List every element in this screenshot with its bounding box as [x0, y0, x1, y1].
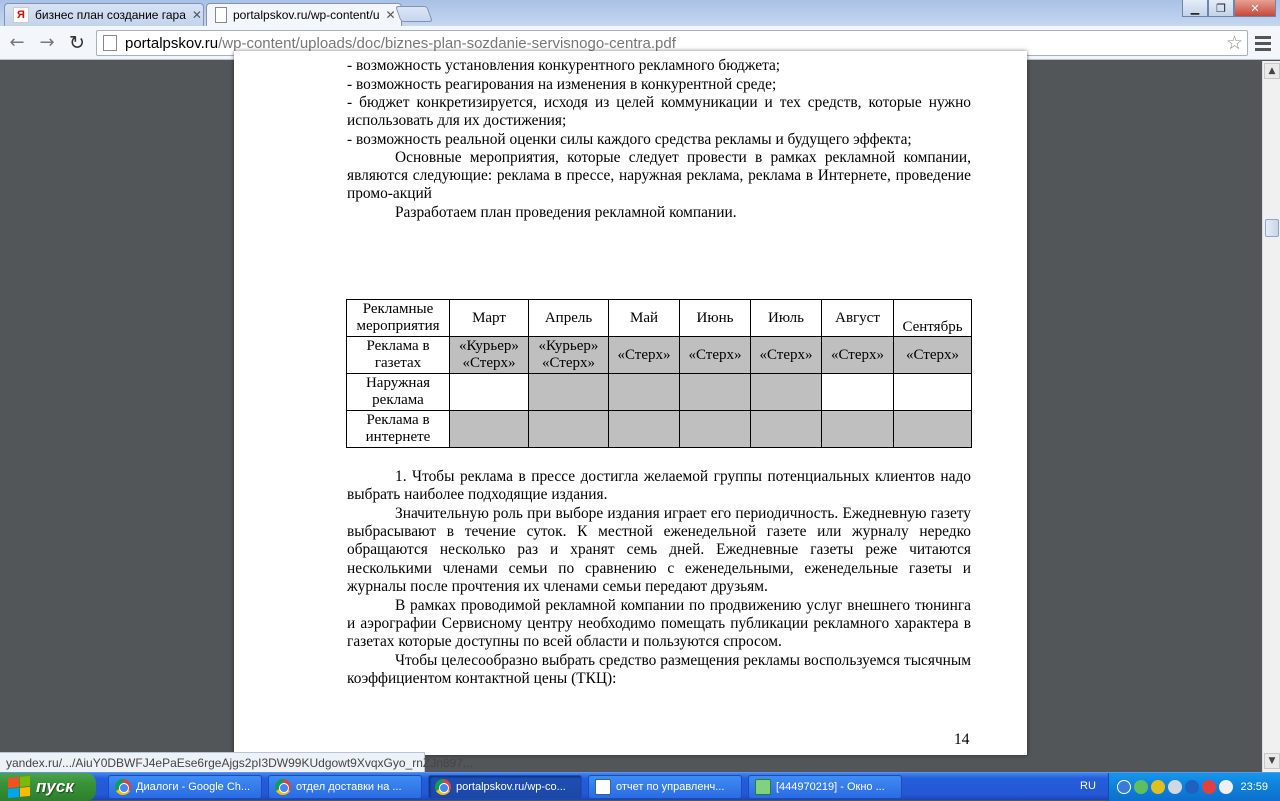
table-cell: «Стерх» — [609, 337, 680, 374]
app-icon[interactable] — [1219, 780, 1233, 794]
taskbar-item-label: отчет по управленч... — [616, 781, 725, 793]
vertical-scrollbar[interactable] — [1262, 61, 1280, 772]
taskbar-item[interactable] — [428, 775, 582, 799]
table-row — [347, 337, 972, 374]
close-tab-icon[interactable]: ✕ — [191, 8, 202, 22]
paragraph: Основные мероприятия, которые следует провести в рамках рекламной компании, являются следующие: реклама в прессе, наружная реклама, реклама в Интернете, проведение промо-акций — [347, 149, 971, 203]
row-label: Реклама в газетах — [347, 337, 450, 374]
back-button[interactable]: ← — [9, 32, 25, 53]
maximize-button[interactable]: ❐ — [1208, 0, 1234, 17]
yandex-icon: Я — [13, 7, 29, 23]
chrome-icon — [115, 779, 131, 795]
bullet-line: - возможность установления конкурентного рекламного бюджета; — [347, 57, 781, 74]
taskbar-item[interactable] — [588, 775, 742, 799]
paragraph: Разработаем план проведения рекламной компании. — [395, 204, 737, 221]
volume-icon[interactable] — [1168, 780, 1182, 794]
table-cell — [822, 411, 894, 448]
table-row — [347, 374, 972, 411]
table-cell — [680, 374, 751, 411]
row-label: Реклама в интернете — [347, 411, 450, 448]
network-icon[interactable] — [1134, 780, 1148, 794]
system-tray — [1108, 773, 1280, 801]
table-cell: «Стерх» — [680, 337, 751, 374]
url-host: portalpskov.ru — [125, 34, 219, 52]
taskbar-item-label: portalpskov.ru/wp-co... — [456, 781, 566, 793]
table-cell — [894, 411, 972, 448]
tab-search[interactable] — [4, 3, 204, 26]
update-icon[interactable] — [1185, 780, 1199, 794]
page-number: 14 — [954, 731, 970, 748]
taskbar-item[interactable] — [748, 775, 902, 799]
word-icon — [595, 779, 611, 795]
table-cell — [529, 374, 609, 411]
taskbar-item[interactable] — [108, 775, 262, 799]
scroll-down-icon[interactable]: ▼ — [1264, 753, 1280, 769]
paragraph: 1. Чтобы реклама в прессе достигла желаемой группы потенциальных клиентов надо выбрать наиболее подходящие издания. — [347, 468, 971, 504]
spreadsheet-icon — [755, 779, 771, 795]
chrome-icon — [435, 779, 451, 795]
table-cell: «Стерх» — [894, 337, 972, 374]
bluetooth-icon[interactable] — [1117, 780, 1131, 794]
table-cell — [450, 374, 529, 411]
table-cell: «Курьер» «Стерх» — [529, 337, 609, 374]
table-cell — [529, 411, 609, 448]
row-label: Наружная реклама — [347, 374, 450, 411]
scroll-up-icon[interactable]: ▲ — [1264, 63, 1280, 79]
paragraph: Чтобы целесообразно выбрать средство размещения рекламы воспользуемся тысячным коэффициентом контактной цены (ТКЦ): — [347, 652, 971, 688]
table-cell — [751, 411, 822, 448]
header-cell: Сентябрь — [894, 300, 972, 337]
reload-button[interactable]: ↻ — [69, 31, 85, 54]
header-cell: Март — [450, 300, 529, 337]
start-button[interactable] — [0, 773, 96, 801]
table-cell: «Курьер» «Стерх» — [450, 337, 529, 374]
clock[interactable]: 23:59 — [1240, 781, 1268, 793]
chrome-icon — [275, 779, 291, 795]
paragraph: В рамках проводимой рекламной компании по продвижению услуг внешнего тюнинга и аэрографии Сервисному центру необходимо помещать публикации рекламного характера в газетах которые доступны по всей области и пользуются спросом. — [347, 597, 971, 651]
table-header-row — [347, 300, 972, 337]
taskbar-item[interactable] — [268, 775, 422, 799]
table-cell — [822, 374, 894, 411]
antivirus-icon[interactable] — [1202, 780, 1216, 794]
table-cell — [894, 374, 972, 411]
url-path: /wp-content/uploads/doc/biznes-plan-sozdanie-servisnogo-centra.pdf — [218, 34, 676, 52]
tab-pdf[interactable] — [206, 3, 402, 26]
header-cell: Рекламные мероприятия — [347, 300, 450, 337]
tab-title: portalpskov.ru/wp-content/u — [233, 8, 380, 22]
table-cell — [609, 411, 680, 448]
table-cell — [680, 411, 751, 448]
security-icon[interactable] — [1151, 780, 1165, 794]
table-cell: «Стерх» — [751, 337, 822, 374]
table-cell: «Стерх» — [822, 337, 894, 374]
bullet-line: - возможность реальной оценки силы каждого средства рекламы и будущего эффекта; — [347, 131, 912, 148]
pdf-page — [234, 51, 1027, 755]
forward-button[interactable]: → — [39, 32, 55, 53]
bullet-line: - возможность реагирования на изменения в конкурентной среде; — [347, 76, 777, 93]
close-tab-icon[interactable]: ✕ — [385, 8, 396, 22]
taskbar-item-label: Диалоги - Google Ch... — [136, 781, 251, 793]
header-cell: Май — [609, 300, 680, 337]
header-cell: Апрель — [529, 300, 609, 337]
language-indicator[interactable]: RU — [1080, 780, 1096, 792]
header-cell: Август — [822, 300, 894, 337]
table-row — [347, 411, 972, 448]
taskbar-item-label: отдел доставки на ... — [296, 781, 402, 793]
table-cell — [450, 411, 529, 448]
scrollbar-thumb[interactable] — [1265, 219, 1279, 237]
document-icon — [215, 7, 227, 23]
advertising-plan-table — [346, 299, 972, 448]
minimize-button[interactable]: ▁ — [1182, 0, 1208, 17]
table-cell — [751, 374, 822, 411]
taskbar-item-label: [444970219] - Окно ... — [776, 781, 885, 793]
menu-icon[interactable] — [1252, 30, 1274, 56]
table-cell — [609, 374, 680, 411]
page-icon — [103, 35, 117, 51]
window-controls — [1182, 0, 1276, 17]
tab-title: бизнес план создание гара — [35, 8, 186, 22]
close-window-button[interactable]: ✕ — [1234, 0, 1276, 17]
title-bar — [0, 0, 1280, 26]
pdf-viewer[interactable] — [0, 57, 1262, 772]
windows-logo-icon — [8, 776, 30, 798]
bookmark-star-icon[interactable]: ☆ — [1225, 32, 1243, 54]
header-cell: Июнь — [680, 300, 751, 337]
status-url: yandex.ru/.../AiuY0DBWFJ4ePaEse6rgeAjgs2pI3DW99KUdgowt9XvqxGyo_rnZJn897... — [0, 752, 425, 772]
start-label: пуск — [36, 777, 74, 796]
header-cell: Июль — [751, 300, 822, 337]
paragraph: Значительную роль при выборе издания играет его периодичность. Ежедневную газету выбрасывают в течение суток. К местной еженедельной газете или журналу нередко обращаются несколько раз и хранят семь дней. Ежедневные газеты реже читаются несколькими членами семьи по сравнению с еженедельными, еженедельные газеты и журналы после прочтения их членами семьи передают друзьям. — [347, 505, 971, 595]
bullet-line: - бюджет конкретизируется, исходя из целей коммуникации и тех средств, которые нужно использовать для их достижения; — [347, 94, 971, 130]
taskbar — [0, 772, 1280, 800]
new-tab-button[interactable] — [395, 6, 433, 22]
